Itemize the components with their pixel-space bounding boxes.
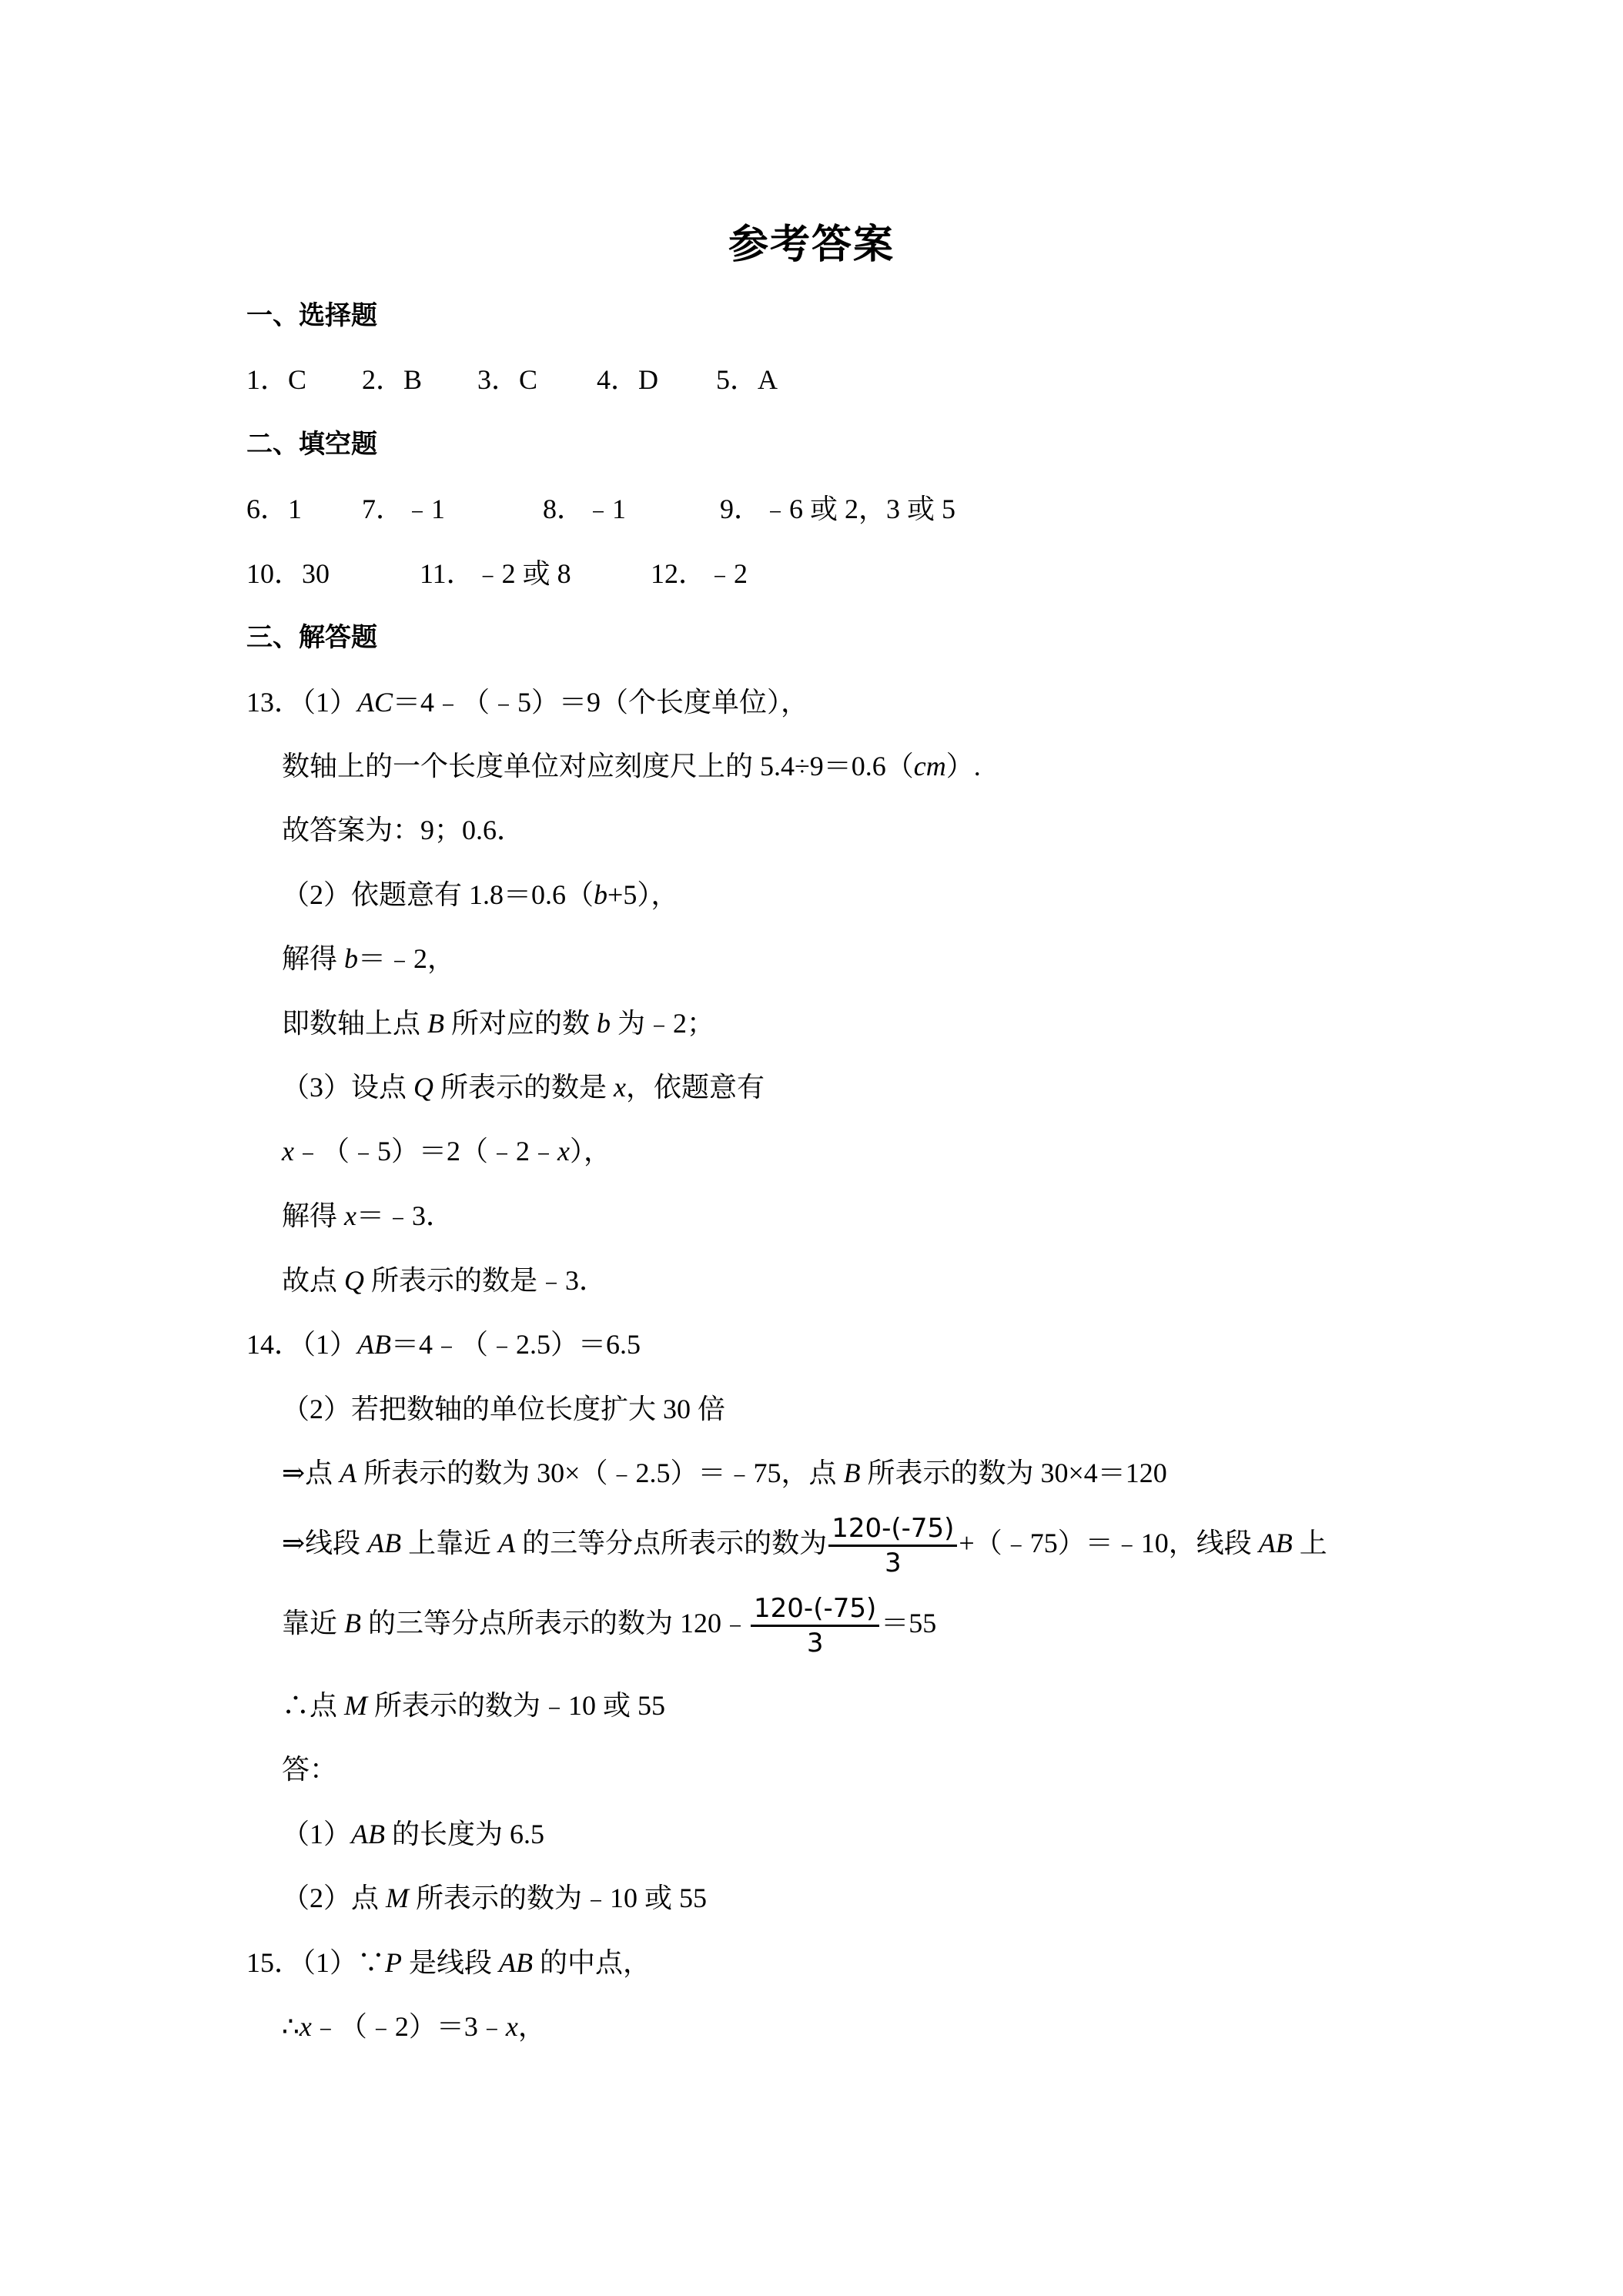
page-title: 参考答案 <box>728 222 895 268</box>
q13-line-5: 解得 b＝﹣2， <box>282 943 456 974</box>
q15-line-2: ∴x﹣（﹣2）＝3﹣x， <box>282 2011 546 2042</box>
q14-line-7: 答： <box>282 1754 338 1785</box>
q14-line-8: （1）AB 的长度为 6.5 <box>282 1819 545 1849</box>
q13-line-3: 故答案为：9；0.6． <box>282 815 525 845</box>
q13-line-9: 解得 x＝﹣3． <box>282 1200 454 1231</box>
fill-answer-11: 11．﹣2 或 8 <box>420 558 571 589</box>
choice-answer-4: 4．D <box>597 364 658 395</box>
section-heading-solve: 三、解答题 <box>246 622 377 653</box>
q13-line-1: 13．（1）AC＝4﹣（﹣5）＝9（个长度单位）， <box>246 687 809 718</box>
q13-line-10: 故点 Q 所表示的数是﹣3． <box>282 1265 607 1296</box>
choice-answers-row <box>246 360 778 399</box>
fill-answers-row-1 <box>246 490 955 528</box>
fill-answer-9: 9．﹣6 或 2，3 或 5 <box>720 494 956 524</box>
choice-answer-2: 2．B <box>362 364 423 395</box>
q15-line-1: 15．（1）∵P 是线段 AB 的中点， <box>246 1947 651 1978</box>
fill-answer-10: 10．30 <box>246 558 330 589</box>
fraction-expression: $\frac{120-(-75)}{3}$ <box>751 1594 879 1658</box>
section-heading-choice: 一、选择题 <box>246 300 377 331</box>
section-heading-fill: 二、填空题 <box>246 429 377 460</box>
choice-answer-1: 1．C <box>246 364 307 395</box>
q14-line-3: ⇒点 A 所表示的数为 30×（﹣2.5）＝﹣75，点 B 所表示的数为 30×4＝120 <box>282 1458 1167 1488</box>
fill-answer-7: 7．﹣1 <box>362 494 446 524</box>
q14-line-1: 14．（1）AB＝4﹣（﹣2.5）＝6.5 <box>246 1329 641 1360</box>
fill-answer-8: 8．﹣1 <box>543 494 627 524</box>
q14-line-6: ∴点 M 所表示的数为﹣10 或 55 <box>282 1690 666 1721</box>
fill-answer-12: 12．﹣2 <box>651 558 748 589</box>
q13-line-6: 即数轴上点 B 所对应的数 b 为﹣2； <box>282 1008 715 1039</box>
q14-line-4: ⇒线段 AB 上靠近 A 的三等分点所表示的数为 $\frac{120-(-75)}{3}$ +（﹣75）＝﹣10，线段 AB 上 <box>282 1513 1327 1578</box>
q13-line-8: x﹣（﹣5）＝2（﹣2﹣x）， <box>282 1136 611 1166</box>
fill-answers-row-2 <box>246 554 748 593</box>
q14-line-5: 靠近 B 的三等分点所表示的数为 120﹣ $\frac{120-(-75)}{3}$ ＝55 <box>282 1593 937 1658</box>
q13-line-2: 数轴上的一个长度单位对应刻度尺上的 5.4÷9＝0.6（cm）. <box>282 751 981 782</box>
fill-answer-6: 6．1 <box>246 494 303 524</box>
choice-answer-5: 5．A <box>716 364 778 395</box>
choice-answer-3: 3．C <box>477 364 538 395</box>
q14-line-2: （2）若把数轴的单位长度扩大 30 倍 <box>282 1394 726 1424</box>
fraction-expression: $\frac{120-(-75)}{3}$ <box>828 1514 957 1578</box>
q13-line-7: （3）设点 Q 所表示的数是 x，依题意有 <box>282 1072 765 1103</box>
q13-line-4: （2）依题意有 1.8＝0.6（b+5）， <box>282 879 679 910</box>
q14-line-9: （2）点 M 所表示的数为﹣10 或 55 <box>282 1883 708 1913</box>
